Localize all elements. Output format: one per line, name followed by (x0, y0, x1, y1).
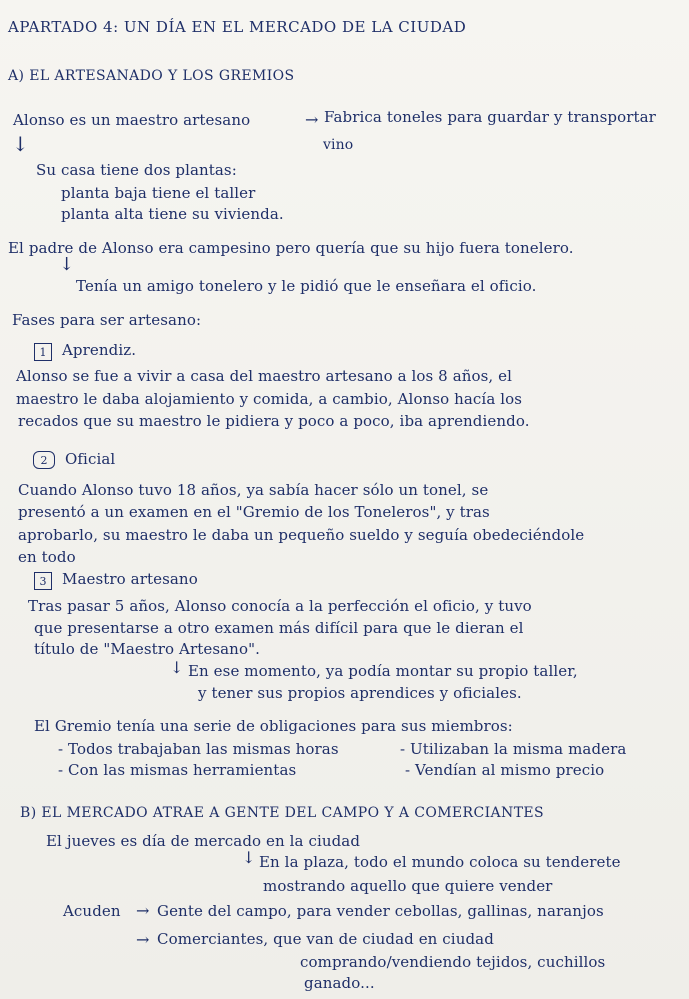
text-line-a4: planta alta tiene su vivienda. (61, 205, 284, 223)
phase-number: 2 (40, 453, 48, 467)
phases-heading: Fases para ser artesano: (12, 311, 202, 329)
phase-text-line: título de "Maestro Artesano". (34, 640, 260, 658)
text-line-a3: planta baja tiene el taller (61, 184, 256, 202)
text-line-a5: El padre de Alonso era campesino pero quería que su hijo fuera tonelero. (8, 239, 574, 257)
phase-text-line: recados que su maestro le pidiera y poco a poco, iba aprendiendo. (18, 412, 530, 430)
phase-text-line: Cuando Alonso tuvo 18 años, ya sabía hacer sólo un tonel, se (18, 481, 489, 499)
phase-text-line: Tras pasar 5 años, Alonso conocía a la perfección el oficio, y tuvo (28, 597, 532, 615)
text-line-b4-label: Acuden (63, 902, 121, 920)
text-line-a1c: vino (323, 137, 354, 153)
guild-list-item: - Vendían al mismo precio (405, 761, 605, 779)
text-line-b4: Gente del campo, para vender cebollas, gallinas, naranjos (157, 902, 604, 920)
phase-title: Aprendiz. (62, 341, 137, 359)
down-arrow-icon: ↓ (12, 132, 29, 156)
phase-text-line: en todo (18, 548, 76, 566)
right-arrow-icon: → (136, 930, 150, 949)
phase-text-line: y tener sus propios aprendices y oficiales. (198, 684, 522, 702)
text-line-a1b: Fabrica toneles para guardar y transportar (324, 108, 656, 126)
phase-number-box (34, 343, 52, 361)
guild-list-item: - Con las mismas herramientas (58, 761, 297, 779)
guild-list-item: - Todos trabajaban las mismas horas (58, 740, 339, 758)
phase-text-line: En ese momento, ya podía montar su propio taller, (188, 662, 578, 680)
phase-text-line: Alonso se fue a vivir a casa del maestro artesano a los 8 años, el (16, 367, 513, 385)
text-line-b6: comprando/vendiendo tejidos, cuchillos (300, 953, 606, 971)
text-line-a2: Su casa tiene dos plantas: (36, 161, 237, 179)
phase-number-box (33, 451, 55, 469)
down-arrow-icon: ↓ (59, 254, 75, 275)
text-line-a1: Alonso es un maestro artesano (13, 111, 251, 129)
right-arrow-icon: → (136, 901, 150, 920)
text-line-b2: En la plaza, todo el mundo coloca su tenderete (259, 853, 621, 871)
phase-number: 1 (39, 345, 47, 359)
text-line-b1: El jueves es día de mercado en la ciudad (46, 832, 361, 850)
text-line-a6: Tenía un amigo tonelero y le pidió que le enseñara el oficio. (76, 277, 537, 295)
phase-text-line: presentó a un examen en el "Gremio de los Toneleros", y tras (18, 503, 490, 521)
phase-number: 3 (39, 574, 47, 588)
text-line-b3: mostrando aquello que quiere vender (263, 877, 553, 895)
text-line-b7: ganado... (304, 974, 375, 992)
phase-text-line: aprobarlo, su maestro le daba un pequeño sueldo y seguía obedeciéndole (18, 526, 585, 544)
phase-text-line: maestro le daba alojamiento y comida, a cambio, Alonso hacía los (16, 390, 523, 408)
page-title: APARTADO 4: UN DÍA EN EL MERCADO DE LA CIUDAD (8, 18, 467, 36)
guild-heading: El Gremio tenía una serie de obligaciones para sus miembros: (34, 717, 513, 735)
section-b-heading: B) EL MERCADO ATRAE A GENTE DEL CAMPO Y A COMERCIANTES (20, 805, 545, 821)
phase-number-box (34, 572, 52, 590)
phase-text-line: que presentarse a otro examen más difícil para que le dieran el (34, 619, 524, 637)
text-line-b5: Comerciantes, que van de ciudad en ciudad (157, 930, 494, 948)
phase-title: Oficial (65, 450, 116, 468)
section-a-heading: A) EL ARTESANADO Y LOS GREMIOS (8, 68, 295, 84)
guild-list-item: - Utilizaban la misma madera (400, 740, 627, 758)
right-arrow-icon: → (305, 110, 319, 129)
phase-title: Maestro artesano (62, 570, 198, 588)
down-arrow-icon: ↓ (170, 658, 184, 677)
down-arrow-icon: ↓ (242, 848, 256, 867)
